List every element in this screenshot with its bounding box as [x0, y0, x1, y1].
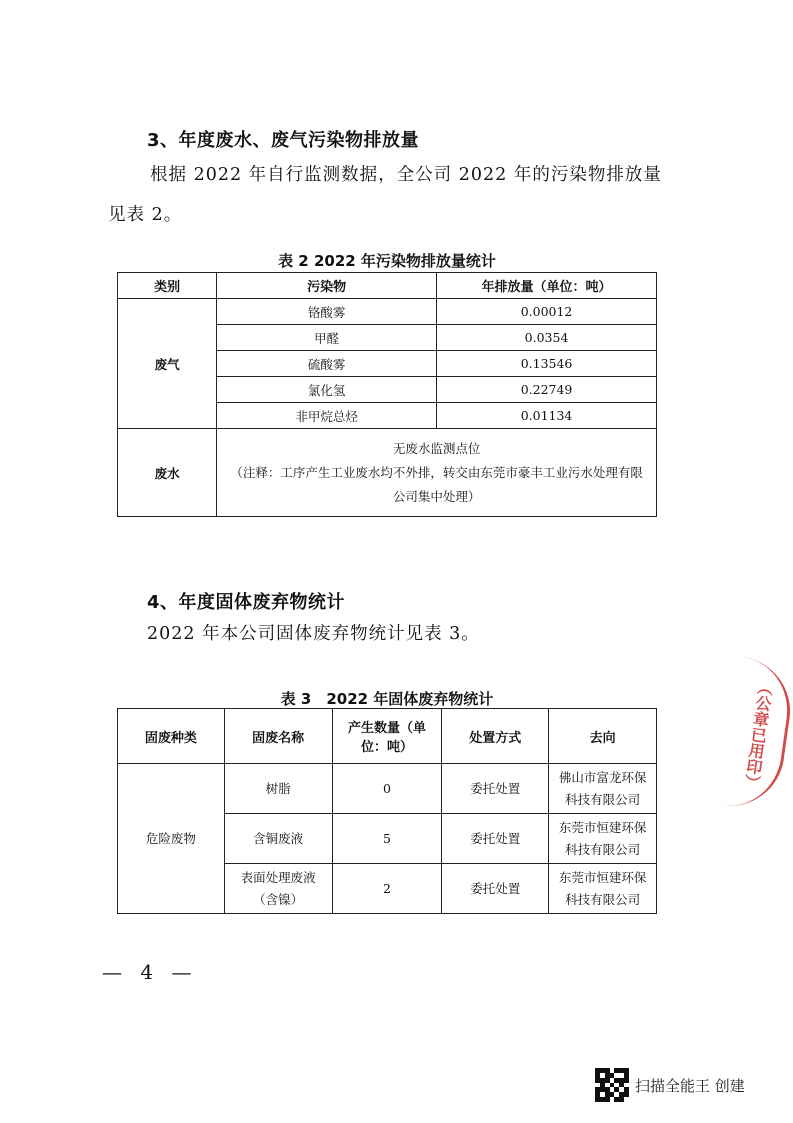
- table2-header-category: 类别: [118, 273, 217, 299]
- table3-header-name: 固废名称: [224, 709, 332, 764]
- section3-title: 3、年度废水、废气污染物排放量: [147, 130, 420, 151]
- section3-paragraph-line1: 根据 2022 年自行监测数据，全公司 2022 年的污染物排放量: [150, 165, 662, 185]
- table-row: [118, 764, 657, 814]
- section4-paragraph: 2022 年本公司固体废弃物统计见表 3。: [147, 624, 480, 644]
- scanner-watermark-text: 扫描全能王 创建: [635, 1076, 745, 1095]
- scanner-watermark: [595, 1068, 745, 1102]
- table3-header-destination: 去向: [549, 709, 657, 764]
- pollutant-cell: 硫酸雾: [217, 351, 437, 377]
- table3-header-qty: 产生数量（单位：吨）: [332, 709, 442, 764]
- qty-cell: 5: [332, 814, 442, 864]
- water-note-line1: 无废水监测点位: [392, 440, 481, 456]
- waste-name-cell: 树脂: [224, 764, 332, 814]
- water-note-line3: 公司集中处理）: [392, 488, 481, 504]
- red-seal-stamp: （公章已用印）: [722, 657, 793, 813]
- table-row: [118, 299, 657, 325]
- amount-cell: 0.13546: [437, 351, 657, 377]
- waste-name-cell: 含铜废液: [224, 814, 332, 864]
- water-note-line2: （注释：工序产生工业废水均不外排，转交由东莞市豪丰工业污水处理有限: [230, 464, 643, 480]
- amount-cell: 0.0354: [437, 325, 657, 351]
- pollutant-cell: 铬酸雾: [217, 299, 437, 325]
- qr-code-icon: [595, 1068, 629, 1102]
- table3-solid-waste: [117, 708, 657, 914]
- table2-header-amount: 年排放量（单位：吨）: [437, 273, 657, 299]
- table3-header-type: 固废种类: [118, 709, 225, 764]
- table2-header-pollutant: 污染物: [217, 273, 437, 299]
- method-cell: 委托处置: [442, 814, 549, 864]
- table2-water-note: [217, 429, 657, 517]
- table-row: [118, 429, 657, 517]
- method-cell: 委托处置: [442, 864, 549, 914]
- table3-header-row: [118, 709, 657, 764]
- destination-cell: 东莞市恒建环保科技有限公司: [549, 814, 657, 864]
- destination-cell: 佛山市富龙环保科技有限公司: [549, 764, 657, 814]
- table2-water-category: 废水: [118, 429, 217, 517]
- pollutant-cell: 氯化氢: [217, 377, 437, 403]
- amount-cell: 0.00012: [437, 299, 657, 325]
- qty-cell: 0: [332, 764, 442, 814]
- section4-title: 4、年度固体废弃物统计: [147, 592, 346, 613]
- amount-cell: 0.22749: [437, 377, 657, 403]
- page-number: — 4 —: [102, 960, 198, 984]
- table3-category: 危险废物: [118, 764, 225, 914]
- pollutant-cell: 甲醛: [217, 325, 437, 351]
- table2-gas-category: 废气: [118, 299, 217, 429]
- destination-cell: 东莞市恒建环保科技有限公司: [549, 864, 657, 914]
- table2-caption: 表 2 2022 年污染物排放量统计: [278, 252, 496, 270]
- table3-header-method: 处置方式: [442, 709, 549, 764]
- pollutant-cell: 非甲烷总烃: [217, 403, 437, 429]
- amount-cell: 0.01134: [437, 403, 657, 429]
- table2-emissions: [117, 272, 657, 517]
- table2-header-row: [118, 273, 657, 299]
- table3-caption: 表 3 2022 年固体废弃物统计: [280, 690, 494, 708]
- waste-name-cell: 表面处理废液（含镍）: [224, 864, 332, 914]
- qty-cell: 2: [332, 864, 442, 914]
- section3-paragraph-line2: 见表 2。: [108, 205, 183, 225]
- method-cell: 委托处置: [442, 764, 549, 814]
